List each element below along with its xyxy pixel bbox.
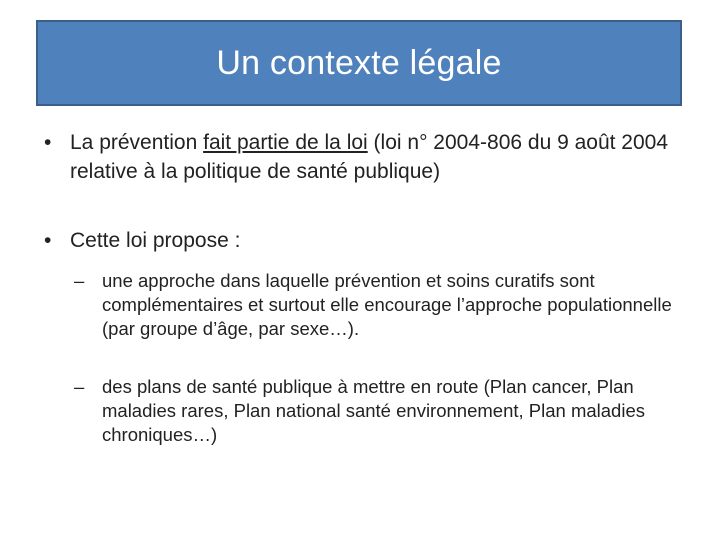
bullet-text-after: (loi n° 2004-806 du 9 août 2004 relative à la politique de santé publique) [70, 131, 669, 183]
sub-bullet-text: une approche dans laquelle prévention et soins curatifs sont complémentaires et surtout elle encourage l’approche populationnelle (par groupe d’âge, par sexe…). [102, 270, 672, 339]
slide-content [44, 128, 684, 466]
bullet-marker: • [44, 131, 52, 154]
bullet-text-underlined: fait partie de la loi [203, 131, 368, 154]
bullet-text-before: La prévention [70, 131, 204, 154]
bullet-text: Cette loi propose : [70, 229, 241, 252]
sub-bullet-marker: – [74, 376, 85, 397]
sub-bullet-marker: – [74, 270, 85, 291]
sub-bullet-public-health-plans [44, 375, 684, 447]
slide-title: Un contexte légale [216, 43, 502, 82]
bullet-law-proposes [44, 226, 684, 255]
sub-bullet-text: des plans de santé publique à mettre en route (Plan cancer, Plan maladies rares, Plan national santé environnement, Plan maladies chroniques…) [102, 376, 645, 445]
slide-title-bar [36, 20, 682, 106]
sub-bullet-approach [44, 269, 684, 341]
bullet-marker: • [44, 229, 52, 252]
bullet-prevention-law [44, 128, 684, 186]
